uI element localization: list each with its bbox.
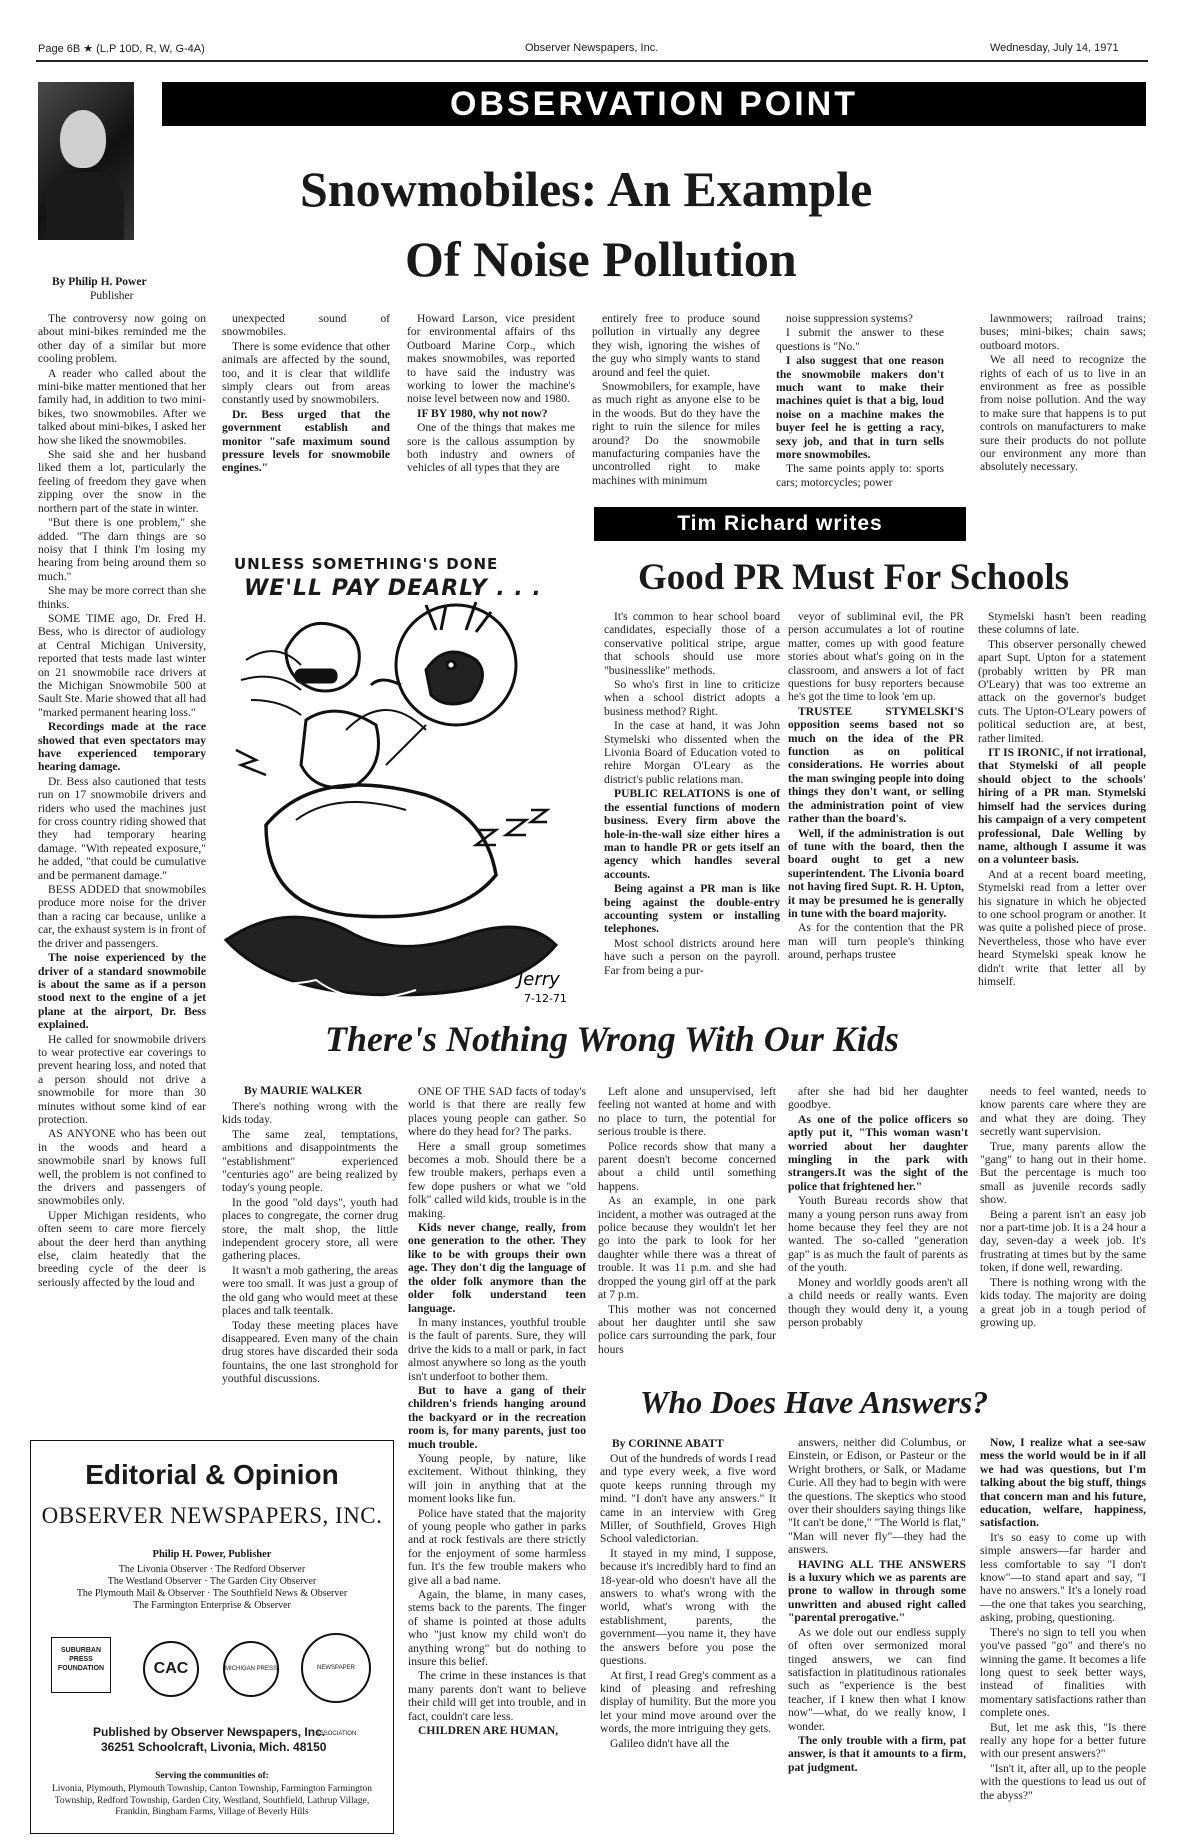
publisher-line: Philip H. Power, Publisher (152, 1549, 272, 1560)
page-number: Page 6B ★ (L.P 10D, R, W, G-4A) (38, 43, 205, 55)
published-by: Published by Observer Newspapers, Inc. (93, 1725, 326, 1739)
byline-power: By Philip H. Power (52, 276, 147, 288)
cartoon-date: 7-12-71 (524, 992, 567, 1005)
cartoon-caption-2: WE'LL PAY DEARLY . . . (244, 576, 542, 601)
serving-title: Serving the communities of: (155, 1771, 269, 1781)
answers-col-1: Out of the hundreds of words I read and type every week, a five word quote keeps running through my mind. "I don't have any answers." It came in an interview with Greg Miller, of Southfield, Groves High School valedictorian. It stayed in my mind, I suppose, because it's incredibly hard to find an 18-year-old who doesn't have all the answers to what's wrong with the world, what's wrong with the establishment, parents, the government—you name it, they have the answers before you pose the questions. At first, I read Greg's comment as a kind of pleasing and refreshing display of humility. But the more you let your mind move around over the words, the more intriguing they gets. Galileo didn't have all the (600, 1452, 776, 1750)
snowmobile-col-5: noise suppression systems? I submit the answer to these questions is "No." I also suggest that one reason the snowmobile makers don't much want to make their machines quiet is that a big, loud noise on a machine makes the buyer feel he is getting a racy, sexy job, and that in turn sells more snowmobiles. The same points apply to: sports cars; motorcycles; power (776, 312, 944, 489)
kids-headline: There's Nothing Wrong With Our Kids (325, 1019, 899, 1059)
kids-col-5: needs to feel wanted, needs to know parents care where they are and what they are doing. They secretly want supervision. True, many parents allow the "gang" to hang out in their home. But the percentage is much too small as juvenile records sadly show. Being a parent isn't an easy job nor a part-time job. It is a 24 hour a day, seven-day a week job. It's frustrating at times but by the same token, if done well, rewarding. There is nothing wrong with the kids today. The majority are doing a great job in a tough period of growing up. (980, 1085, 1146, 1329)
snowmobile-col-2: unexpected sound of snowmobiles. There is some evidence that other animals are affected by the sound, too, and it is clear that wildlife simply clears out from areas constantly used by snowmobilers. Dr. Bess urged that the government establish and monitor "safe maximum sound pressure levels for snowmobile engines." (222, 312, 390, 475)
pr-headline: Good PR Must For Schools (638, 557, 1070, 598)
kids-col-4: after she had bid her daughter goodbye. As one of the police officers so aptly put it, "This woman wasn't worried about her daughter mingling in the park with strangers.It was the sight of the police that frightened her." Youth Bureau records show that many a young person runs away from home because they feel they are not wanted. The so-called "generation gap" is as much the fault of parents as of the youth. Money and worldly goods aren't all a child needs or really wants. Even though they would deny it, a young person probably (788, 1085, 968, 1329)
company-name: OBSERVER NEWSPAPERS, INC. (41, 1503, 383, 1528)
publisher-address: 36251 Schoolcraft, Livonia, Mich. 48150 (101, 1740, 327, 1754)
cartoon-signature: Jerry (518, 969, 560, 990)
kids-byline: By MAURIE WALKER (244, 1085, 362, 1097)
snowmobile-col-3: Howard Larson, vice president for environmental affairs of ths Outboard Marine Corp., which makes snowmobiles, was reported to have said the industry was working to lower the machine's noise level between now and 1980. IF BY 1980, why not now? One of the things that makes me sore is the callous assumption by both industry and owners of vehicles of all types that they are (407, 312, 575, 475)
snowmobile-col-1: The controversy now going on about mini-bikes reminded me the other day of a similar but more cooling problem. A reader who called about the mini-bike matter mentioned that her family had, in addition to two mini-bikes, two snowmobiles. After we talked about mini-bikes, I asked her how she liked the snowmobiles. She said she and her husband liked them a lot, particularly the feeling of freedom they gave when zipping over the snow in the northern part of the state in winter. "But there is one problem," she added. "The darn things are so noisy that I think I'm losing my hearing from being around them so much." She may be more correct than she thinks. SOME TIME ago, Dr. Fred H. Bess, who is director of audiology at Central Michigan University, reported that tests made last winter on 21 snowmobile race drivers at the Michigan Snowmobile 500 at Sault Ste. Marie showed that all had "marked permanent hearing loss." Recordings made at the race showed that even spectators may have experienced temporary hearing damage. Dr. Bess also cautioned that tests run on 17 snowmobile drivers and riders who used the machines just for cross country riding showed that they had temporary hearing damage. "With repeated exposure," he added, "that could be cumulative and be permanent damage." BESS ADDED that snowmobiles produce more noise for the driver than a racing car because, unlike a car, the exhaust system is in front of the driver and passengers. The noise experienced by the driver of a standard snowmobile is about the same as if a person stood next to the engine of a jet plane at the airport, Dr. Bess explained. He called for snowmobile drivers to wear protective ear coverings to prevent hearing loss, and noted that a person should not drive a snowmobile for more than 30 minutes without some kind of ear protection. AS ANYONE who has been out in the woods and heard a snowmobile snarl by knows full well, the problem is not confined to the drivers and passengers of snowmobiles only. Upper Michigan residents, who often seem to care more fiercely about the deer herd than anything else, claim heatedly that the breeding cycle of the deer is seriously affected by the loud and (38, 312, 206, 1289)
snowmobile-col-4: entirely free to produce sound pollution in virtually any degree they wish, ignoring the wishes of the guy who simply wants to stand around and feel the quiet. Snowmobilers, for example, have as much right as anyone else to be in the woods. But do they have the right to ruin the silence for miles around? Do the snowmobile manufacturing companies have the uncontrolled right to make machines with minimum (592, 312, 760, 487)
cartoon-caption-1: UNLESS SOMETHING'S DONE (234, 555, 499, 573)
pr-col-1: It's common to hear school board candidates, especially those of a conservative political stripe, argue that schools should use more "businesslike" methods. So who's first in line to criticize when a school district adopts a business method? Right. In the case at hand, it was John Stymelski who dissented when the Livonia Board of Education voted to rehire Morgan O'Leary as the district's public relations man. PUBLIC RELATIONS is one of the essential functions of modern business. Every firm above the hole-in-the-wall size either hires a man to handle PR or gets itself an agency which handles several accounts. Being against a PR man is like being against the double-entry accounting system or installing telephones. Most school districts around here have such a person on the payroll. Far from being a pur- (604, 610, 780, 977)
snowmobile-headline-1: Snowmobiles: An Example (300, 161, 873, 217)
newspaper-list: The Livonia Observer · The Redford Observer The Westland Observer · The Garden City Observer The Plymouth Mail & Observer · The Southfield News & Observer The Farmington Enterprise & Observer (76, 1564, 348, 1611)
snowmobile-headline-2: Of Noise Pollution (405, 231, 797, 287)
answers-byline: By CORINNE ABATT (612, 1438, 724, 1450)
issue-date: Wednesday, July 14, 1971 (990, 42, 1119, 54)
observation-point-banner: OBSERVATION POINT (162, 82, 1146, 126)
kids-col-2: ONE OF THE SAD facts of today's world is that there are really few places young people can gather. So where do they head for? The parks. Here a small group sometimes becomes a mob. Should there be a few trouble makers, perhaps even a few dope pushers or what we "old folk" called wild kids, trouble is in the making. Kids never change, really, from one generation to the other. They like to be with groups their own age. They don't dig the language of the older folk anymore than the older folk understand teen language. In many instances, youthful trouble is the fault of parents. Sure, they will drive the kids to a mall or park, in fact almost anywhere so long as the youth isn't underfoot to bother them. But to have a gang of their children's friends hanging around the backyard or in the recreation room is, for many parents, just too much trouble. Young people, by nature, like excitement. Without thinking, they will join in anything that at the moment looks like fun. Police have stated that the majority of young people who gather in parks and at rock festivals are there strictly for the enjoyment of some harmless fun. It's the few trouble makers who give all a bad name. Again, the blame, in many cases, stems back to the parents. The finger of shame is pointed at those adults who "just know my child won't do anything wrong" but do nothing to insure this belief. The crime in these instances is that many parents don't want to believe their child will get into trouble, and in fact, couldn't care less. CHILDREN ARE HUMAN, (408, 1085, 586, 1738)
tim-richard-banner: Tim Richard writes (594, 507, 966, 541)
answers-headline: Who Does Have Answers? (640, 1384, 989, 1420)
kids-col-1: There's nothing wrong with the kids today. The same zeal, temptations, ambitions and disappointments the "establishment" experienced "centuries ago" are being realized by today's young people. In the good "old days", youth had places to congregate, the corner drug store, the malt shop, the little independent grocery store, all were gathering places. It wasn't a mob gathering, the areas were too small. It was just a group of the old gang who would meet at these places and talk teentalk. Today these meeting places have disappeared. Even many of the chain drug stores have discarded their soda fountains, the one last stronghold for youthful discussions. (222, 1100, 398, 1386)
answers-col-2: answers, neither did Columbus, or Einstein, or Edison, or Pasteur or the Wright brothers, or Salk, or Madame Curie. All they had to begin with were the questions. The skeptics who stood over their shoulders saying things like "It can't be done," "The World is flat," "Man will never fly"—they had the answers. HAVING ALL THE ANSWERS is a luxury which we as parents are prone to wallow in through some unwritten and abused right called "parental prerogative." As we dole out our endless supply of often over sermonized moral tinged answers, we can find satisfaction in platitudinous rationales such as "experience is the best teacher, if I knew then what I know now"—what, do we really know, I wonder. The only trouble with a firm, pat answer, is that it amounts to a firm, pat judgment. (788, 1436, 966, 1774)
snowmobile-cartoon (226, 590, 596, 1035)
newspaper-association-badge: NEWSPAPER ASSOCIATION (301, 1633, 371, 1703)
snowmobile-col-6: lawnmowers; railroad trains; buses; mini-bikes; chain saws; outboard motors. We all need to recognize the rights of each of us to live in an environment as free as possible from noise pollution. And the way to make sure that happens is to put controls on manufacturers to make sure their products do not pollute our environment any more than absolutely necessary. (980, 312, 1146, 474)
kids-col-3: Left alone and unsupervised, left feeling not wanted at home and with no place to turn, the potential for serious trouble is there. Police records show that many a parent doesn't become concerned about a child until something happens. As an example, in one park incident, a mother was outraged at the police because they wouldn't let her go into the park to look for her daughter while there was a threat of trouble. It was 11 p.m. and she had dropped the young girl off at the park at 7 p.m. This mother was not concerned about her daughter until she saw police cars surrounding the park, four hours (598, 1085, 776, 1356)
header-rule (36, 60, 1148, 62)
answers-col-3: Now, I realize what a see-saw mess the world would be in if all we had was questions, but I'm talking about the big stuff, things that concern man and his future, education, welfare, happiness, satisfaction. It's so easy to come up with simple answers—far harder and less comfortable to say "I don't know"—to stand apart and say, "I have no answers." It's a lonely road—the one that takes you searching, asking, probing, questioning. There's no sign to tell you when you've passed "go" and there's no winning the game. It becomes a life long quest to seek better ways, instead of finalities with momentary satisfactions rather than complete ones. But, let me ask this, "Is there really any hope for a better future with our present answers?" "Isn't it, after all, up to the people with the questions to lead us out of the abyss?" (980, 1436, 1146, 1802)
editorial-masthead (30, 1440, 394, 1834)
suburban-press-badge: SUBURBAN PRESS FOUNDATION (51, 1637, 111, 1693)
editorial-title: Editorial & Opinion (85, 1459, 339, 1490)
publication-name: Observer Newspapers, Inc. (525, 42, 659, 54)
cac-badge: CAC (143, 1641, 199, 1697)
byline-power-title: Publisher (90, 290, 134, 302)
serving-communities: Livonia, Plymouth, Plymouth Township, Canton Township, Farmington Farmington Township, Redford Township, Garden City, Westland, Southfield, Lathrup Village, Franklin, Bingham Farms, Village of Beverly Hills (51, 1784, 372, 1817)
pr-col-2: veyor of subliminal evil, the PR person accumulates a lot of routine matter, comes up with good feature stories about what's going on in the classroom, and answers a lot of fact questions for busy reporters because he's got the time to look 'em up. TRUSTEE STYMELSKI'S opposition seems based not so much on the idea of the PR function as on political considerations. He worries about the man swinging people into doing things they don't want, or selling the administration point of view rather than the board's. Well, if the administration is out of tune with the board, then the board ought to get a new superintendent. The Livonia board not having fired Supt. R. H. Upton, it may be presumed he is generally in tune with the board majority. As for the contention that the PR man will turn people's thinking around, perhaps trustee (788, 610, 964, 962)
pr-col-3: Stymelski hasn't been reading these columns of late. This observer personally chewed apart Supt. Upton for a statement (probably written by PR man O'Leary) that was too extreme an attack on the governor's budget cuts. The Upton-O'Leary powers of political seduction are, at best, rather limited. IT IS IRONIC, if not irrational, that Stymelski of all people should object to the schools' hiring of a PR man. Stymelski himself had the services during his campaign of a very competent professional, Dale Welling by name, although I assume it was on a volunteer basis. And at a recent board meeting, Stymelski read from a letter over his signature in which he objected to one school program or another. It was quite a polished piece of prose. Nevertheless, those who have ever heard Stymelski speak know he didn't write that letter all by himself. (978, 610, 1146, 988)
michigan-press-badge: MICHIGAN PRESS (223, 1641, 279, 1697)
author-photo (38, 82, 134, 240)
